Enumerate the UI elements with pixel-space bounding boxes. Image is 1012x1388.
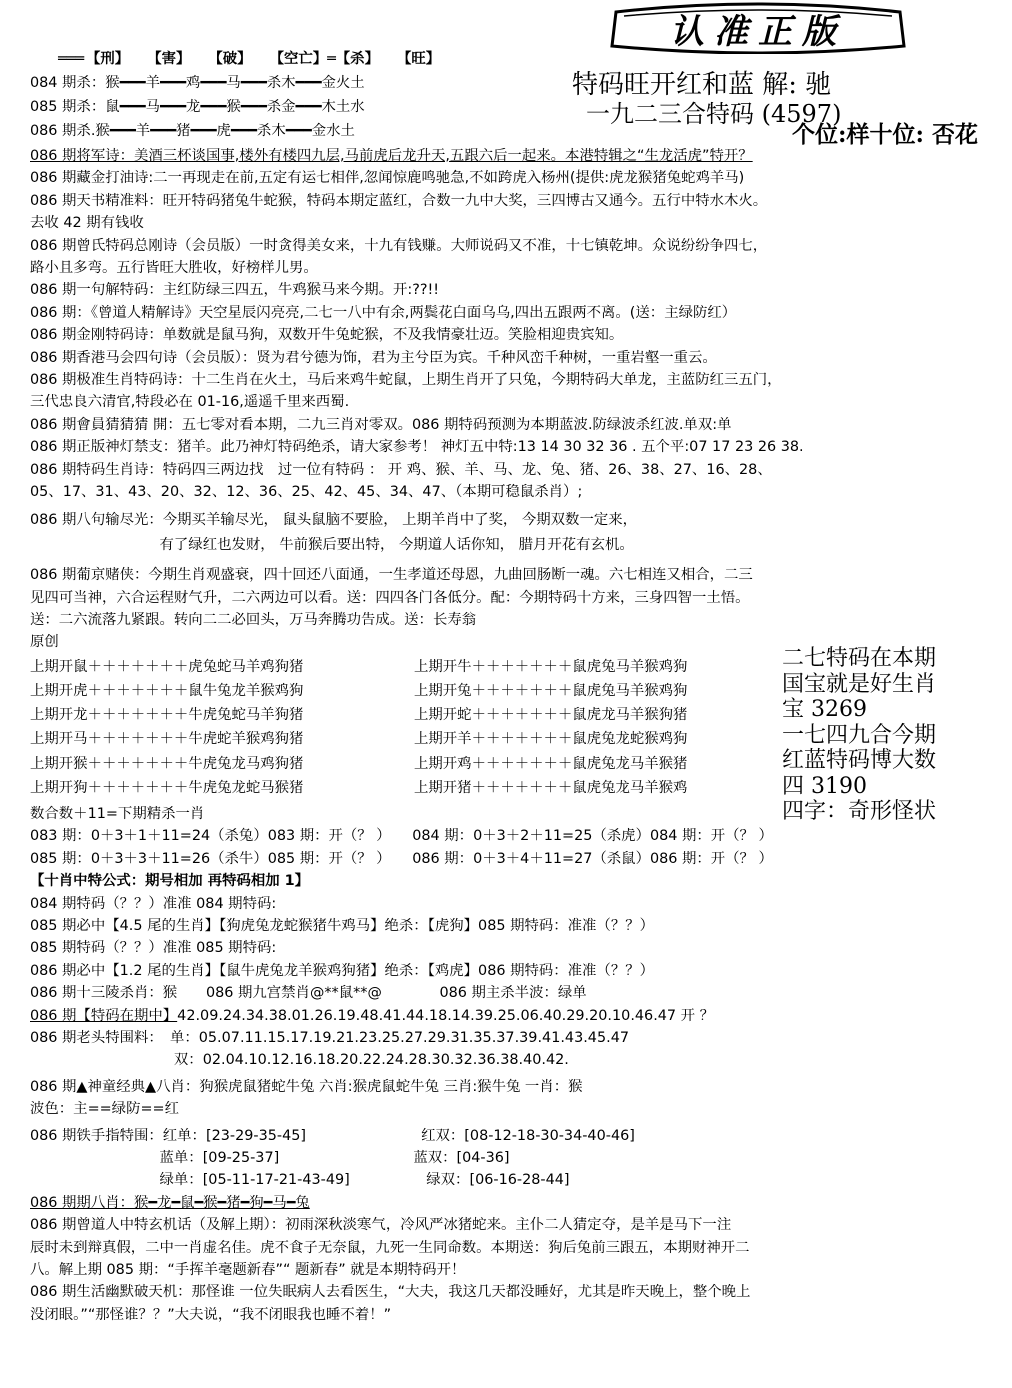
text-line: 085 期特码（？？）准准 085 期特码: bbox=[30, 940, 277, 957]
table-cell-left: 上期开龙＋＋＋＋＋＋＋牛虎兔蛇马羊狗猪 bbox=[30, 707, 304, 724]
side-line: 四 3190 bbox=[782, 773, 867, 799]
header-item: 【空亡】═【杀】 bbox=[269, 51, 379, 67]
text-line: 见四可当神，六合运程财气升，二六两边可以看。送：四四各门各低分。配：今期特码十方来，三身四智一土悟。 bbox=[30, 589, 750, 606]
text-line: 084 期特码（？？）准准 084 期特码: bbox=[30, 895, 277, 912]
text-line: 086 期曾道人中特玄机话（及解上期）：初雨深秋淡寒气，冷风严冰猪蛇来。主仆二人猜定夺，是羊是马下一注 bbox=[30, 1217, 732, 1234]
text-line: 086 期十三陵杀肖：猴 086 期九宫禁肖@**鼠**@ 086 期主杀半波：绿单 bbox=[30, 985, 587, 1002]
table-cell-right: 上期开牛＋＋＋＋＋＋＋鼠虎兔马羊猴鸡狗 bbox=[414, 658, 688, 675]
text-line: 送：二六流落九紧跟。转向二二必回头，万马奔腾功告成。送：长寿翁 bbox=[30, 612, 477, 628]
text-line: 086 期期八肖：猴━龙━鼠━猴━猪━狗━马━兔 bbox=[30, 1194, 310, 1211]
kill-row: 085 期杀：鼠━━━马━━━龙━━━猴━━━杀金━━━木土水 bbox=[30, 99, 365, 115]
text-line: 数合数＋11=下期精杀一肖 bbox=[30, 806, 205, 822]
text-line: 辰时未到辩真假，二中一肖虚名佳。虎不食子无奈鼠，九死一生同命数。本期送：狗后兔前三跟五，本期财神开二 bbox=[30, 1239, 750, 1256]
table-cell-left: 上期开马＋＋＋＋＋＋＋牛虎蛇羊猴鸡狗猪 bbox=[30, 731, 304, 748]
text-line: 086 期：《曾道人精解诗》天空星辰闪亮亮,二七一八中有余,两鬓花白面乌乌,四出五跟两不离。(送：主绿防红） bbox=[30, 304, 737, 321]
side-line: 四字：奇形怪状 bbox=[782, 799, 937, 824]
text-line: 086 期八句输尽光：今期买羊输尽光， 鼠头鼠脑不要脸， 上期羊肖中了奖， 今期双数一定来， bbox=[30, 512, 638, 529]
side-line: 宝 3269 bbox=[782, 697, 867, 722]
text-line: 086 期一句解特码：主红防绿三四五，牛鸡猴马来今期。开:??!! bbox=[30, 282, 440, 299]
side-line: 红蓝特码博大数 bbox=[782, 748, 937, 773]
underlined-prefix: 086 期【特码在期中】 bbox=[30, 1007, 178, 1024]
text-line bbox=[30, 1005, 714, 1027]
text-line: 086 期天书精准料：旺开特码猪兔牛蛇猴，特码本期定蓝红，合数一九中大奖，三四博古又通今。五行中特水木火。 bbox=[30, 192, 768, 209]
text-line: 086 期藏金打油诗:二一再现走在前,五定有运七相伴,忽闻惊鹿鸣驰急,不如跨虎入杨州(提供:虎龙猴猪兔蛇鸡羊马) bbox=[30, 170, 745, 187]
text-line: 085 期必中【4.5 尾的生肖】【狗虎兔龙蛇猴猪牛鸡马】绝杀：【虎狗】085 期特码：准准（？？） bbox=[30, 918, 654, 934]
right-header-line3: 个位:样十位: 否花 bbox=[792, 121, 978, 148]
text-line: 原创 bbox=[30, 634, 59, 651]
text-line: 086 期香港马会四句诗（会员版）：贤为君兮德为饰，君为主兮臣为宾。千种风峦千种树，一重岩壑一重云。 bbox=[30, 349, 717, 366]
text-line: 086 期铁手指特围：红单：[23-29-35-45] 红双：[08-12-18-30-34-40-46] bbox=[30, 1127, 635, 1144]
text-line: 波色：主==绿防==红 bbox=[30, 1101, 179, 1118]
table-cell-left: 上期开鼠＋＋＋＋＋＋＋虎兔蛇马羊鸡狗猪 bbox=[30, 658, 304, 675]
text-line: 三代忠良六清官,特段必在 01-16,遥遥千里来西蜀. bbox=[30, 394, 350, 411]
text-line: 086 期正版神灯禁支：猪羊。此乃神灯特码绝杀，请大家参考！ 神灯五中特:13 14 30 32 36 . 五个平:07 17 23 26 38. bbox=[30, 439, 804, 456]
side-line: 二七特码在本期 bbox=[782, 646, 937, 671]
side-line: 一七四九合今期 bbox=[782, 722, 937, 748]
header-row bbox=[58, 48, 458, 70]
kill-row: 084 期杀：猴━━━羊━━━鸡━━━马━━━杀木━━━金火土 bbox=[30, 75, 365, 91]
text-line: 去收 42 期有钱收 bbox=[30, 215, 144, 232]
table-cell-right: 上期开猪＋＋＋＋＋＋＋鼠虎兔龙马羊猴鸡 bbox=[414, 779, 688, 796]
line-rest: 42.09.24.34.38.01.26.19.48.41.44.18.14.39.25.06.40.29.20.10.46.47 开 ？ bbox=[177, 1007, 715, 1024]
text-line: 086 期葡京赌侠：今期生肖观盛衰，四十回还八面通，一生孝道还母恩，九曲回肠断一魂。六七相连又相合，二三 bbox=[30, 567, 753, 584]
text-line: 086 期▲神童经典▲八肖：狗猴虎鼠猪蛇牛兔 六肖:猴虎鼠蛇牛兔 三肖:猴牛兔 一肖：猴 bbox=[30, 1078, 583, 1095]
text-line: 八。解上期 085 期：“手挥羊毫题新春”“ 题新春” 就是本期特码开！ bbox=[30, 1262, 466, 1278]
text-line: 086 期老头特围料： 单：05.07.11.15.17.19.21.23.25.27.29.31.35.37.39.41.43.45.47 bbox=[30, 1030, 630, 1046]
table-cell-left: 上期开猴＋＋＋＋＋＋＋牛虎兔龙马鸡狗猪 bbox=[30, 755, 304, 772]
text-line: 085 期：0＋3＋3＋11=26（杀牛）085 期：开（？ ） 086 期：0＋3＋4＋11=27（杀鼠）086 期：开（？ ） bbox=[30, 850, 773, 867]
header-item: 【刑】 bbox=[86, 51, 130, 67]
text-line: 蓝单：[09-25-37] 蓝双：[04-36] bbox=[30, 1150, 510, 1166]
header-item: 【破】 bbox=[208, 51, 252, 67]
table-cell-right: 上期开兔＋＋＋＋＋＋＋鼠虎兔马羊猴鸡狗 bbox=[414, 683, 688, 699]
text-line: 086 期金刚特码诗：单数就是鼠马狗，双数开牛兔蛇猴，不及我情豪壮迈。笑脸相迎贵宾知。 bbox=[30, 327, 624, 344]
header-item: 【旺】 bbox=[396, 51, 441, 67]
text-line: 086 期曾氏特码总刚诗（会员版）一时贪得美女来，十九有钱赚。大师说码又不准，十七镇乾坤。众说纷纷争四七， bbox=[30, 237, 768, 254]
text-line: 083 期：0＋3＋1＋11=24（杀兔）083 期：开（？ ） 084 期：0＋3＋2＋11=25（杀虎）084 期：开（？ ） bbox=[30, 828, 773, 845]
side-line: 国宝就是好生肖 bbox=[782, 671, 937, 697]
kill-row: 086 期杀.猴━━━羊━━━猪━━━虎━━━杀木━━━金水土 bbox=[30, 123, 355, 139]
table-cell-right: 上期开蛇＋＋＋＋＋＋＋鼠虎龙马羊猴狗猪 bbox=[414, 707, 688, 724]
table-cell-right: 上期开鸡＋＋＋＋＋＋＋鼠虎兔龙马羊猴猪 bbox=[414, 755, 688, 772]
text-line: 086 期极准生肖特码诗：十二生肖在火土，马后来鸡牛蛇鼠，上期生肖开了只兔，今期特码大单龙，主蓝防红三五门， bbox=[30, 372, 782, 388]
text-line: 086 期生活幽默破天机：那怪谁 一位失眠病人去看医生，“大夫，我这几天都没睡好，尤其是昨天晚上，整个晚上 bbox=[30, 1284, 751, 1301]
text-line: 有了绿红也发财， 牛前猴后要出特， 今期道人话你知， 腊月开花有玄机。 bbox=[30, 536, 634, 553]
table-cell-right: 上期开羊＋＋＋＋＋＋＋鼠虎兔龙蛇猴鸡狗 bbox=[414, 731, 688, 748]
header-item: 【害】 bbox=[147, 51, 191, 67]
text-line: 路小且多弯。五行皆旺大胜收，好榜样儿男。 bbox=[30, 260, 318, 276]
text-line: 086 期特码生肖诗：特码四三两边找 过一位有特码 ： 开 鸡、猴、羊、马、龙、兔、猪、26、38、27、16、28、 bbox=[30, 461, 772, 478]
text-line: 086 期必中【1.2 尾的生肖】【鼠牛虎兔龙羊猴鸡狗猪】绝杀：【鸡虎】086 期特码：准准（？？） bbox=[30, 962, 654, 979]
table-cell-left: 上期开狗＋＋＋＋＋＋＋牛虎兔龙蛇马猴猪 bbox=[30, 779, 304, 796]
right-header-line2: 一九二三合特码 (4597) bbox=[586, 100, 842, 128]
logo-text: 认准正版 bbox=[670, 11, 846, 52]
text-line: 086 期将军诗：美酒三杯谈国事,楼外有楼四九层,马前虎后龙升天,五跟六后一起来。本港特辑之“生龙活虎”特开？ bbox=[30, 148, 753, 164]
text-line: 绿单：[05-11-17-21-43-49] 绿双：[06-16-28-44] bbox=[30, 1172, 570, 1189]
header-prefix: ═══ bbox=[58, 51, 84, 67]
text-line: 双：02.04.10.12.16.18.20.22.24.28.30.32.36.38.40.42. bbox=[30, 1052, 569, 1069]
text-line: 05、17、31、43、20、32、12、36、25、42、45、34、47、（本期可稳鼠杀肖）; bbox=[30, 484, 583, 500]
text-line: 没闭眼。”“那怪谁？？”大夫说，“我不闭眼我也睡不着！” bbox=[30, 1306, 392, 1323]
right-header-line1: 特码旺开红和蓝 解: 驰 bbox=[572, 70, 832, 100]
table-cell-left: 上期开虎＋＋＋＋＋＋＋鼠牛兔龙羊猴鸡狗 bbox=[30, 683, 304, 699]
text-line: 【十肖中特公式：期号相加 再特码相加 1】 bbox=[30, 873, 310, 890]
text-line: 086 期會員猜猜猜 開：五七零对看本期，二九三肖对零双。086 期特码预测为本期蓝波.防绿波杀红波.单双:单 bbox=[30, 416, 732, 433]
logo-stamp bbox=[608, 2, 908, 54]
